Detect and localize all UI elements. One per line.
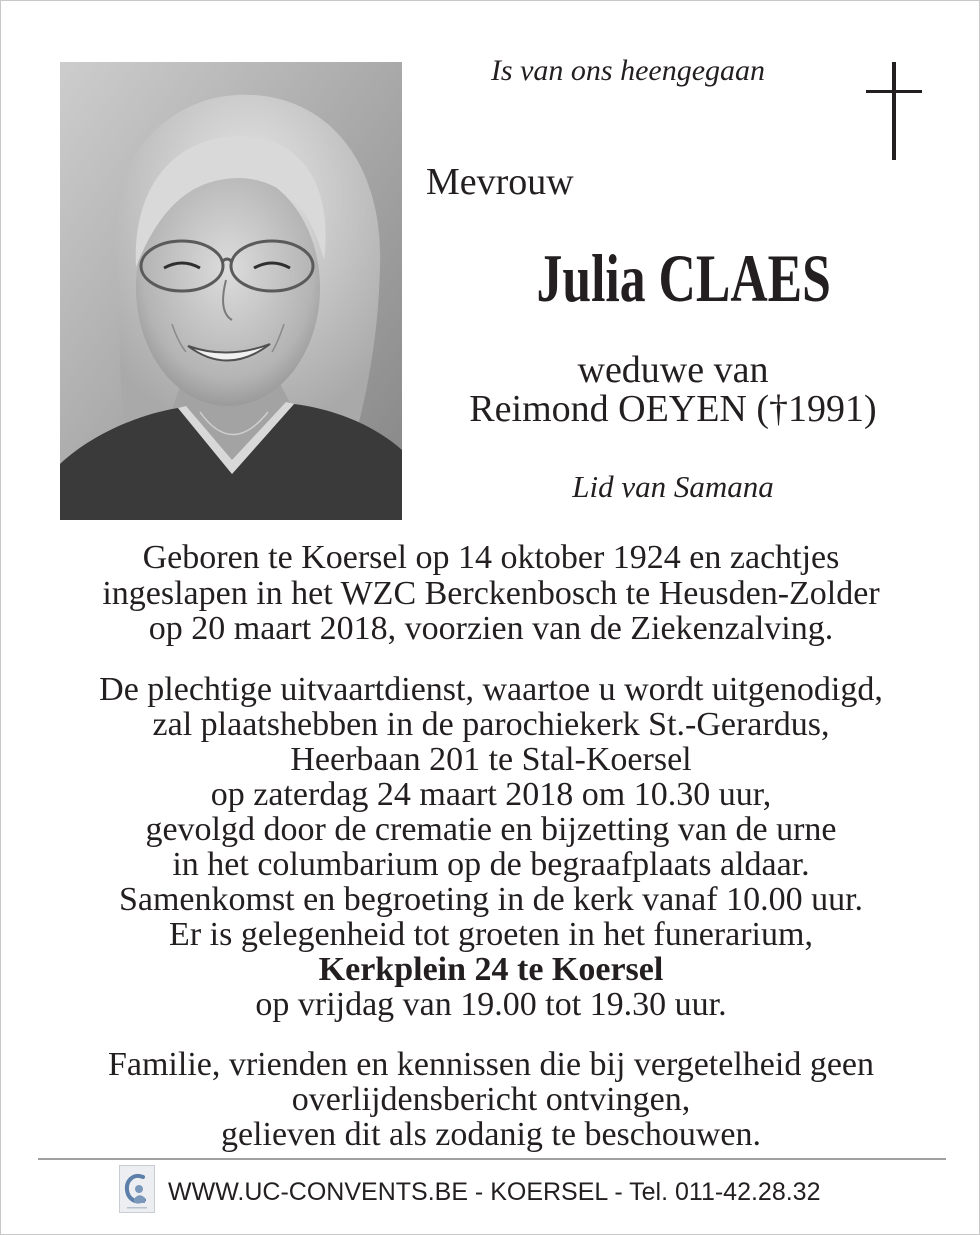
cross-vertical-bar [892, 62, 896, 160]
closing-paragraph [1, 1047, 980, 1152]
text-line: gevolgd door de crematie en bijzetting van de urne [145, 811, 837, 848]
portrait-photo [60, 62, 402, 520]
cross-horizontal-bar [866, 90, 922, 93]
funerarium-address: Kerkplein 24 te Koersel [318, 951, 664, 988]
footer-divider [38, 1158, 946, 1160]
text-line: gelieven dit als zodanig te beschouwen. [220, 1116, 762, 1153]
membership-text: Lid van Samana [572, 469, 774, 504]
spouse-name: Reimond OEYEN (†1991) [469, 388, 877, 430]
honorific: Mevrouw [426, 161, 574, 203]
text-line: De plechtige uitvaartdienst, waartoe u wordt uitgenodigd, [99, 671, 883, 708]
cross-icon [863, 62, 923, 160]
text-line: op zaterdag 24 maart 2018 om 10.30 uur, [210, 776, 772, 813]
uc-convents-logo [119, 1165, 155, 1213]
text-line: Familie, vrienden en kennissen die bij vergetelheid geen [107, 1046, 875, 1083]
logo-figure-head [135, 1185, 143, 1193]
text-line: ingeslapen in het WZC Berckenbosch te Heusden-Zolder [102, 574, 880, 612]
text-line: zal plaatshebben in de parochiekerk St.-Gerardus, [152, 706, 830, 743]
birth-death-paragraph [1, 540, 980, 647]
funeral-paragraph [1, 672, 980, 1022]
text-line: Er is gelegenheid tot groeten in het funerarium, [169, 916, 813, 953]
text-line: op 20 maart 2018, voorzien van de Ziekenzalving. [148, 610, 834, 647]
logo-caption-line [127, 1207, 147, 1209]
text-line: op vrijdag van 19.00 tot 19.30 uur. [255, 986, 727, 1023]
text-line: Samenkomst en begroeting in de kerk vanaf 10.00 uur. [118, 881, 864, 918]
intro-text: Is van ons heengegaan [490, 54, 766, 87]
deceased-name: Julia CLAES [536, 240, 832, 316]
footer-contact: WWW.UC-CONVENTS.BE - KOERSEL - Tel. 011-42.28.32 [168, 1178, 821, 1206]
relation-block [441, 351, 905, 429]
text-line: in het columbarium op de begraafplaats aldaar. [172, 846, 810, 883]
text-line: Heerbaan 201 te Stal-Koersel [290, 741, 692, 778]
deceased-name-block [441, 240, 927, 316]
relation-label: weduwe van [577, 349, 769, 391]
text-line: Geboren te Koersel op 14 oktober 1924 en zachtjes [142, 539, 840, 576]
text-line: overlijdensbericht ontvingen, [291, 1081, 691, 1118]
